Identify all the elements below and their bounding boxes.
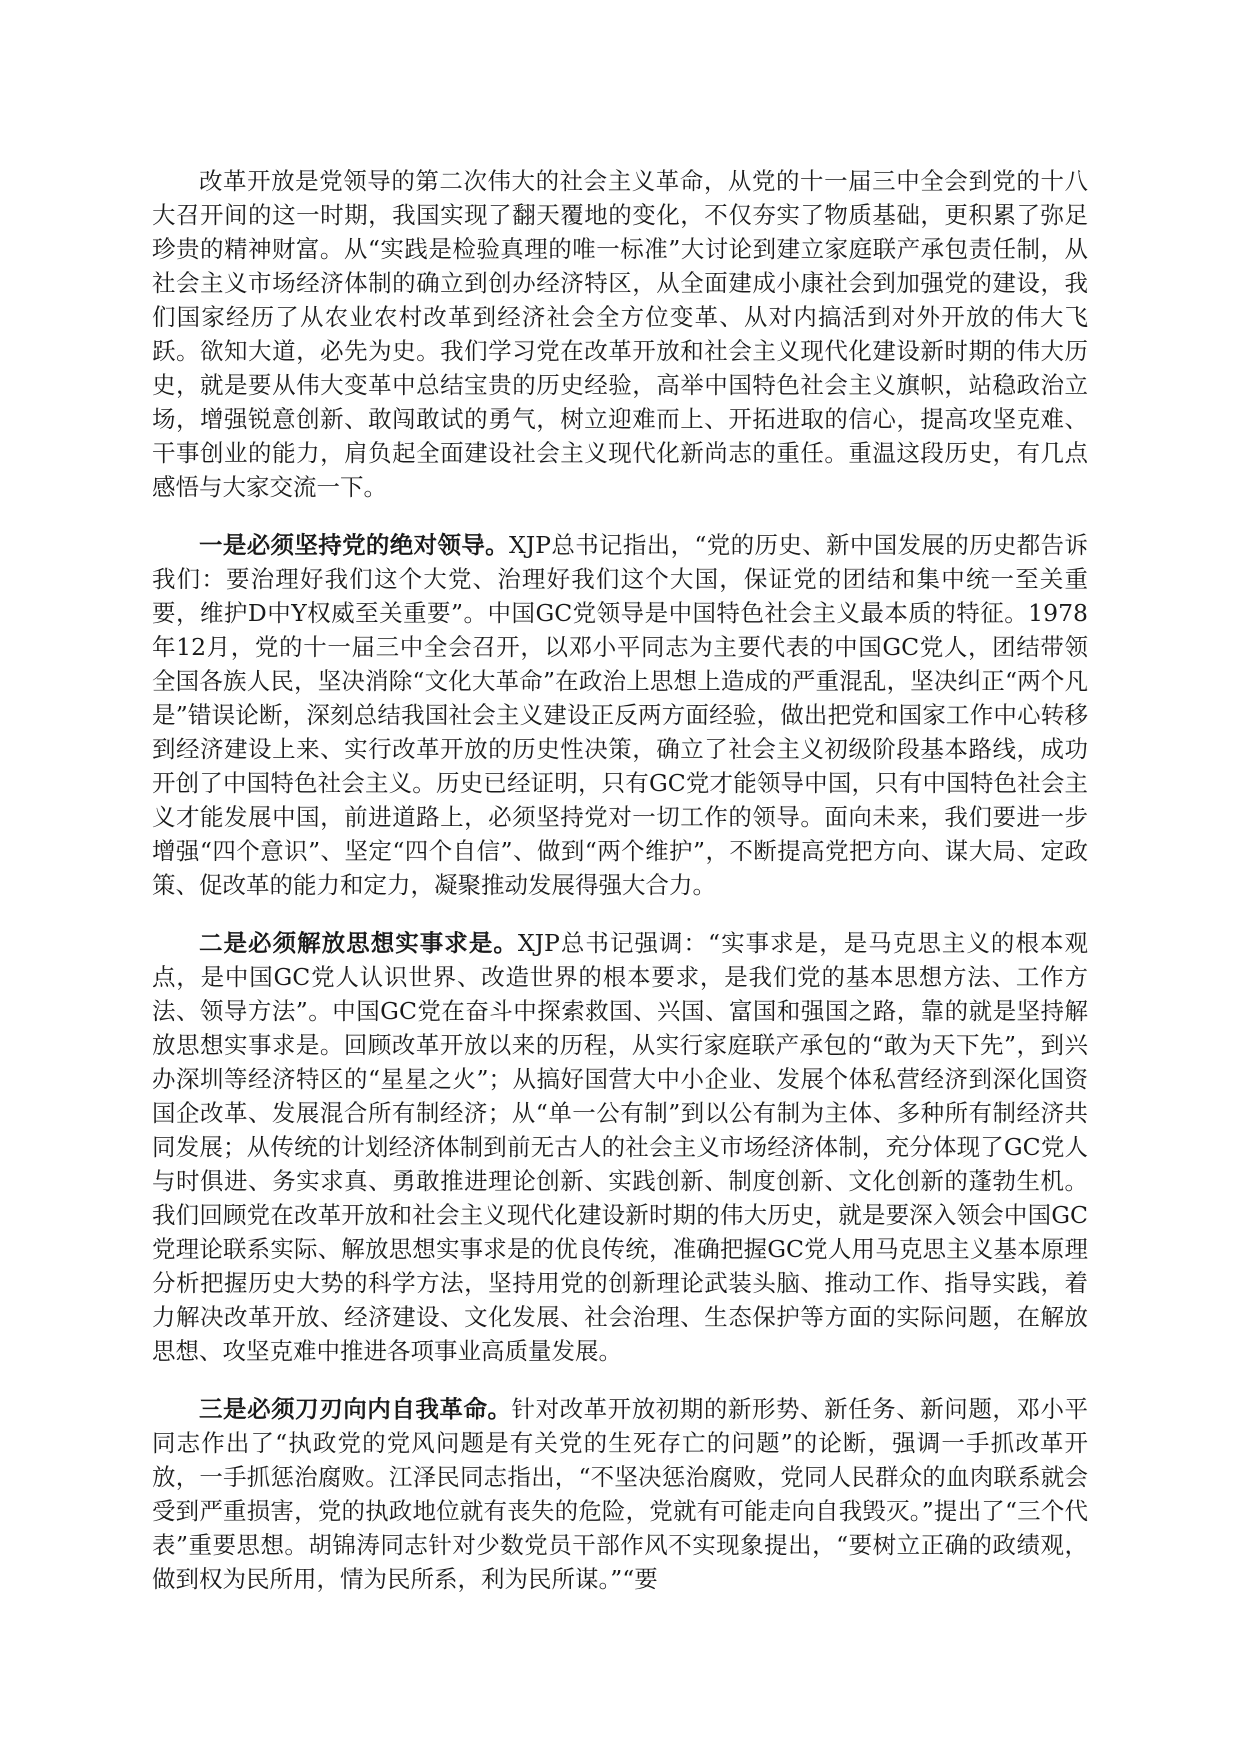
paragraph-text: 改革开放是党领导的第二次伟大的社会主义革命，从党的十一届三中全会到党的十八大召开间的这一时期，我国实现了翻天覆地的变化，不仅夯实了物质基础，更积累了弥足珍贵的精神财富。从“实践是检验真理的唯一标准”大讨论到建立家庭联产承包责任制，从社会主义市场经济体制的确立到创办经济特区，从全面建成小康社会到加强党的建设，我们国家经历了从农业农村改革到经济社会全方位变革、从对内搞活到对外开放的伟大飞跃。欲知大道，必先为史。我们学习党在改革开放和社会主义现代化建设新时期的伟大历史，就是要从伟大变革中总结宝贵的历史经验，高举中国特色社会主义旗帜，站稳政治立场，增强锐意创新、敢闯敢试的勇气，树立迎难而上、开拓进取的信心，提高攻坚克难、干事创业的能力，肩负起全面建设社会主义现代化新尚志的重任。重温这段历史，有几点感悟与大家交流一下。 (152, 167, 1088, 501)
paragraph-lead: 一是必须坚持党的绝对领导。 (199, 531, 510, 559)
paragraph-point-two (152, 926, 1088, 1368)
paragraph-point-one (152, 528, 1088, 902)
paragraph-text: 针对改革开放初期的新形势、新任务、新问题，邓小平同志作出了“执政党的党风问题是有关党的生死存亡的问题”的论断，强调一手抓改革开放，一手抓惩治腐败。江泽民同志指出，“不坚决惩治腐败，党同人民群众的血肉联系就会受到严重损害，党的执政地位就有丧失的危险，党就有可能走向自我毁灭。”提出了“三个代表”重要思想。胡锦涛同志针对少数党员干部作风不实现象提出，“要树立正确的政绩观，做到权为民所用，情为民所系，利为民所谋。”“要 (152, 1395, 1089, 1593)
paragraph-point-three (152, 1392, 1088, 1596)
paragraph-lead: 三是必须刀刃向内自我革命。 (199, 1395, 512, 1423)
paragraph-intro (152, 164, 1088, 504)
paragraph-text: XJP总书记强调：“实事求是，是马克思主义的根本观点，是中国GC党人认识世界、改造世界的根本要求，是我们党的基本思想方法、工作方法、领导方法”。中国GC党在奋斗中探索救国、兴国、富国和强国之路，靠的就是坚持解放思想实事求是。回顾改革开放以来的历程，从实行家庭联产承包的“敢为天下先”，到兴办深圳等经济特区的“星星之火”；从搞好国营大中小企业、发展个体私营经济到深化国资国企改革、发展混合所有制经济；从“单一公有制”到以公有制为主体、多种所有制经济共同发展；从传统的计划经济体制到前无古人的社会主义市场经济体制，充分体现了GC党人与时俱进、务实求真、勇敢推进理论创新、实践创新、制度创新、文化创新的蓬勃生机。我们回顾党在改革开放和社会主义现代化建设新时期的伟大历史，就是要深入领会中国GC党理论联系实际、解放思想实事求是的优良传统，准确把握GC党人用马克思主义基本原理分析把握历史大势的科学方法，坚持用党的创新理论武装头脑、推动工作、指导实践，着力解决改革开放、经济建设、文化发展、社会治理、生态保护等方面的实际问题，在解放思想、攻坚克难中推进各项事业高质量发展。 (152, 929, 1089, 1365)
paragraph-lead: 二是必须解放思想实事求是。 (199, 929, 518, 957)
paragraph-text: XJP总书记指出，“党的历史、新中国发展的历史都告诉我们：要治理好我们这个大党、治理好我们这个大国，保证党的团结和集中统一至关重要，维护D中Y权威至关重要”。中国GC党领导是中国特色社会主义最本质的特征。1978年12月，党的十一届三中全会召开，以邓小平同志为主要代表的中国GC党人，团结带领全国各族人民，坚决消除“文化大革命”在政治上思想上造成的严重混乱，坚决纠正“两个凡是”错误论断，深刻总结我国社会主义建设正反两方面经验，做出把党和国家工作中心转移到经济建设上来、实行改革开放的历史性决策，确立了社会主义初级阶段基本路线，成功开创了中国特色社会主义。历史已经证明，只有GC党才能领导中国，只有中国特色社会主义才能发展中国，前进道路上，必须坚持党对一切工作的领导。面向未来，我们要进一步增强“四个意识”、坚定“四个自信”、做到“两个维护”，不断提高党把方向、谋大局、定政策、促改革的能力和定力，凝聚推动发展得强大合力。 (152, 531, 1089, 899)
document-body (152, 164, 1088, 1620)
